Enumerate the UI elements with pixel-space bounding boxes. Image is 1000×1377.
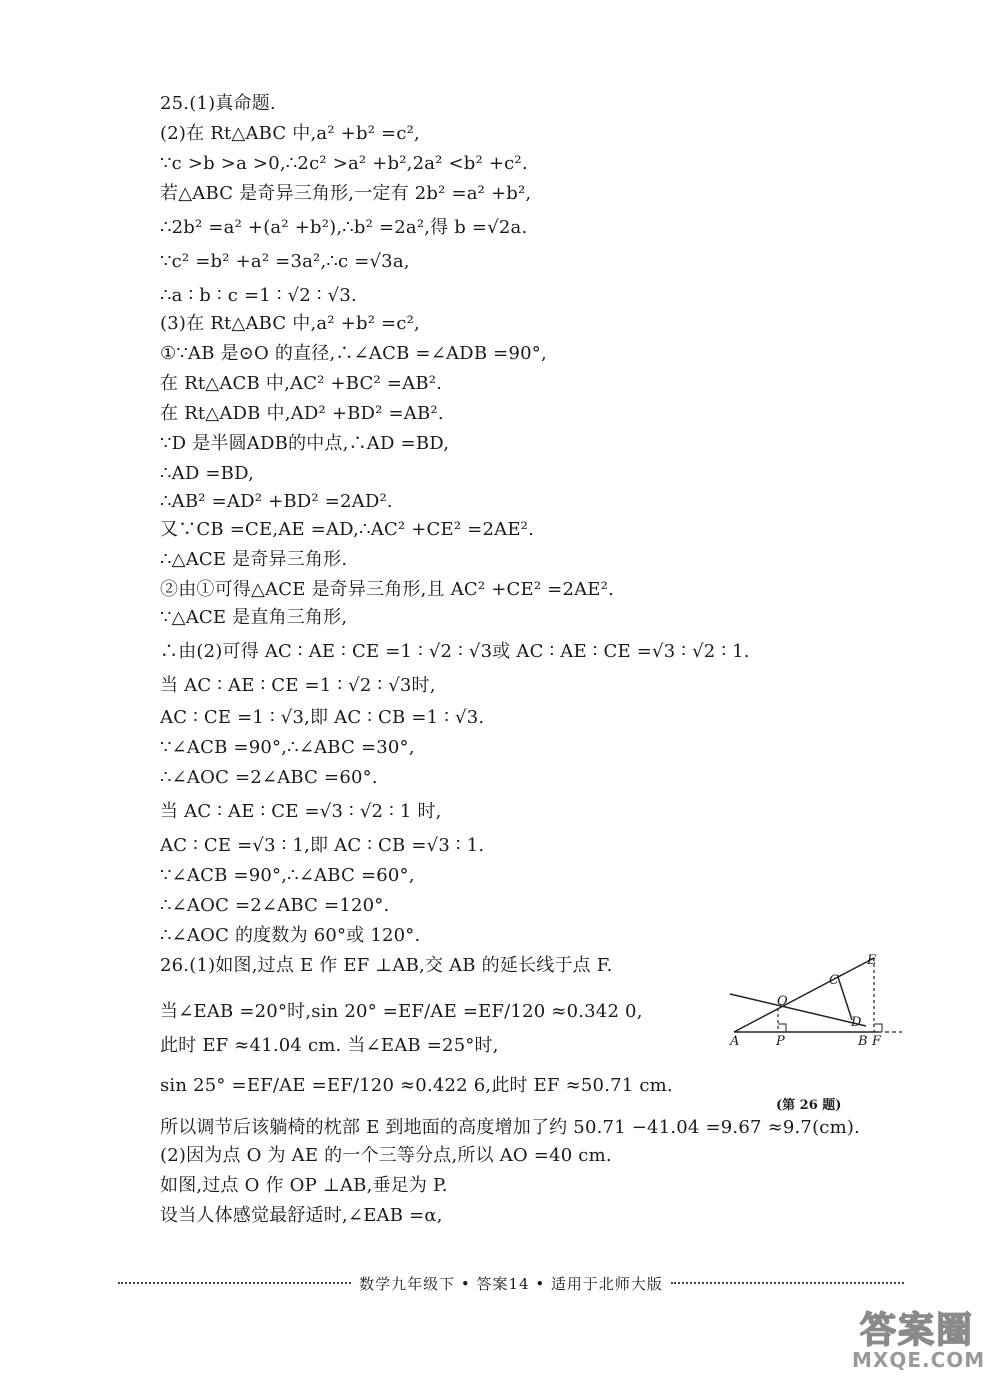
text-line: 当 AC ∶ AE ∶ CE =1 ∶ √2 ∶ √3时, (160, 675, 436, 696)
text-line: sin 25° =EF/AE =EF/120 ≈0.422 6,此时 EF ≈50.71 cm. (160, 1075, 673, 1096)
text-line: AC ∶ CE =√3 ∶ 1,即 AC ∶ CB =√3 ∶ 1. (160, 835, 485, 856)
text-line: ∴AD =BD, (160, 463, 255, 484)
text-line: (3)在 Rt△ABC 中,a² +b² =c², (160, 313, 420, 334)
text-line: ∴∠AOC =2∠ABC =60°. (160, 767, 378, 788)
text-line: (2)因为点 O 为 AE 的一个三等分点,所以 AO =40 cm. (160, 1145, 612, 1166)
text-line: (2)在 Rt△ABC 中,a² +b² =c², (160, 123, 420, 144)
text-line: 在 Rt△ACB 中,AC² +BC² =AB². (160, 373, 443, 394)
text-line: ∴∠AOC =2∠ABC =120°. (160, 895, 390, 916)
point-label-o: O (777, 994, 788, 1009)
point-label-f: F (872, 1034, 882, 1049)
text-line: 设当人体感觉最舒适时,∠EAB =α, (160, 1205, 443, 1226)
text-line: 若△ABC 是奇异三角形,一定有 2b² =a² +b², (160, 183, 532, 204)
text-line: ∴2b² =a² +(a² +b²),∴b² =2a²,得 b =√2a. (160, 217, 528, 238)
watermark (852, 1302, 1000, 1377)
text-line: 25.(1)真命题. (160, 93, 276, 114)
watermark-logo: 答案圈 (860, 1309, 975, 1351)
footer-divider-right (671, 1282, 904, 1284)
point-label-d: D (851, 1015, 862, 1030)
text-line: 当 AC ∶ AE ∶ CE =√3 ∶ √2 ∶ 1 时, (160, 801, 442, 822)
geometry-figure-26 (726, 950, 926, 1120)
text-line: 所以调节后该躺椅的枕部 E 到地面的高度增加了约 50.71 −41.04 =9.67 ≈9.7(cm). (160, 1117, 860, 1138)
text-line: 在 Rt△ADB 中,AD² +BD² =AB². (160, 403, 444, 424)
point-label-b: B (858, 1034, 868, 1049)
footer-divider-left (118, 1282, 351, 1284)
text-line: ②由①可得△ACE 是奇异三角形,且 AC² +CE² =2AE². (160, 579, 614, 600)
text-line: 当∠EAB =20°时,sin 20° =EF/AE =EF/120 ≈0.342 0, (160, 1001, 643, 1022)
watermark-url: MXQE.COM (852, 1348, 986, 1372)
text-line: 如图,过点 O 作 OP ⊥AB,垂足为 P. (160, 1175, 448, 1196)
text-line: ∴AB² =AD² +BD² =2AD². (160, 491, 393, 512)
text-line: ∴a ∶ b ∶ c =1 ∶ √2 ∶ √3. (160, 285, 357, 306)
text-line: ∵c >b >a >0,∴2c² >a² +b²,2a² <b² +c². (160, 153, 528, 174)
text-line: AC ∶ CE =1 ∶ √3,即 AC ∶ CB =1 ∶ √3. (160, 707, 485, 728)
text-line: 26.(1)如图,过点 E 作 EF ⊥AB,交 AB 的延长线于点 F. (160, 955, 613, 976)
text-line: ∵c² =b² +a² =3a²,∴c =√3a, (160, 251, 410, 272)
point-label-e: E (867, 953, 877, 968)
text-line: ∵D 是半圆ADB的中点,∴AD =BD, (160, 433, 450, 454)
figure-caption: (第 26 题) (776, 1098, 842, 1113)
text-line: ∵∠ACB =90°,∴∠ABC =30°, (160, 737, 415, 758)
text-line: ∴∠AOC 的度数为 60°或 120°. (160, 925, 421, 946)
text-line: ①∵AB 是⊙O 的直径,∴∠ACB =∠ADB =90°, (160, 343, 547, 364)
text-line: ∵△ACE 是直角三角形, (160, 607, 348, 628)
point-label-a: A (730, 1034, 740, 1049)
point-label-p: P (776, 1034, 785, 1049)
text-line: ∵∠ACB =90°,∴∠ABC =60°, (160, 865, 415, 886)
page-footer (118, 1273, 904, 1293)
text-line: 又∵CB =CE,AE =AD,∴AC² +CE² =2AE². (160, 519, 534, 540)
text-line: 此时 EF ≈41.04 cm. 当∠EAB =25°时, (160, 1035, 499, 1056)
text-line: ∴△ACE 是奇异三角形. (160, 549, 348, 570)
point-label-c-prime: C′ (829, 973, 842, 988)
footer-text: 数学九年级下 • 答案14 • 适用于北师大版 (359, 1274, 663, 1293)
text-line: ∴由(2)可得 AC ∶ AE ∶ CE =1 ∶ √2 ∶ √3或 AC ∶ AE ∶ CE =√3 ∶ √2 ∶ 1. (160, 641, 750, 662)
